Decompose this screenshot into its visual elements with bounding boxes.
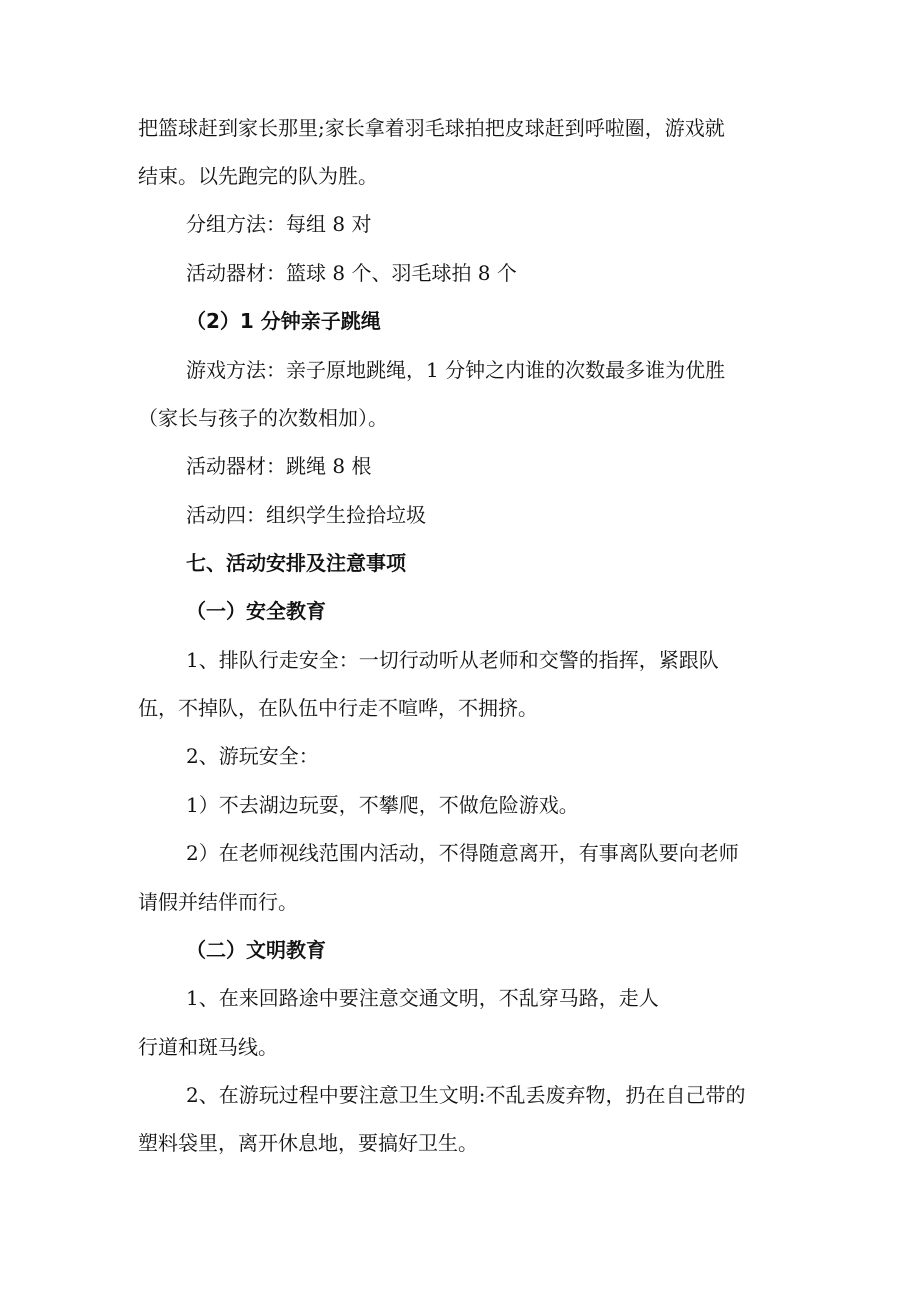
paragraph-game-rule-line-2: 结束。以先跑完的队为胜。 <box>138 164 378 188</box>
equipment-line-2: 活动器材：跳绳 8 根 <box>186 454 372 478</box>
section-heading-seven: 七、活动安排及注意事项 <box>186 551 406 575</box>
section-heading-jump-rope: （2）1 分钟亲子跳绳 <box>186 309 381 333</box>
safety-item-1-line-1: 1、排队行走安全：一切行动听从老师和交警的指挥，紧跟队 <box>186 648 719 672</box>
subheading-safety: （一）安全教育 <box>186 599 326 623</box>
safety-subitem-2-line-1: 2）在老师视线范围内活动，不得随意离开，有事离队要向老师 <box>186 841 739 865</box>
paragraph-game-rule-line-1: 把篮球赶到家长那里;家长拿着羽毛球拍把皮球赶到呼啦圈，游戏就 <box>138 116 725 140</box>
civility-item-2-line-2: 塑料袋里，离开休息地，要搞好卫生。 <box>138 1131 478 1155</box>
jump-rope-rule-line-1: 游戏方法：亲子原地跳绳，1 分钟之内谁的次数最多谁为优胜 <box>186 358 726 382</box>
civility-item-2-line-1: 2、在游玩过程中要注意卫生文明:不乱丢废弃物，扔在自己带的 <box>186 1083 746 1107</box>
civility-item-1-line-1: 1、在来回路途中要注意交通文明，不乱穿马路，走人 <box>186 986 659 1010</box>
jump-rope-rule-line-2: （家长与孩子的次数相加）。 <box>138 406 388 430</box>
safety-subitem-2-line-2: 请假并结伴而行。 <box>138 890 298 914</box>
grouping-method-line: 分组方法：每组 8 对 <box>186 212 372 236</box>
equipment-line-1: 活动器材：篮球 8 个、羽毛球拍 8 个 <box>186 261 517 285</box>
safety-item-2-line: 2、游玩安全： <box>186 744 319 768</box>
civility-item-1-line-2: 行道和斑马线。 <box>138 1035 278 1059</box>
subheading-civility: （二）文明教育 <box>186 938 326 962</box>
activity-four-line: 活动四：组织学生捡拾垃圾 <box>186 503 426 527</box>
safety-subitem-1-line: 1）不去湖边玩耍，不攀爬，不做危险游戏。 <box>186 793 579 817</box>
safety-item-1-line-2: 伍，不掉队，在队伍中行走不喧哗，不拥挤。 <box>138 696 538 720</box>
